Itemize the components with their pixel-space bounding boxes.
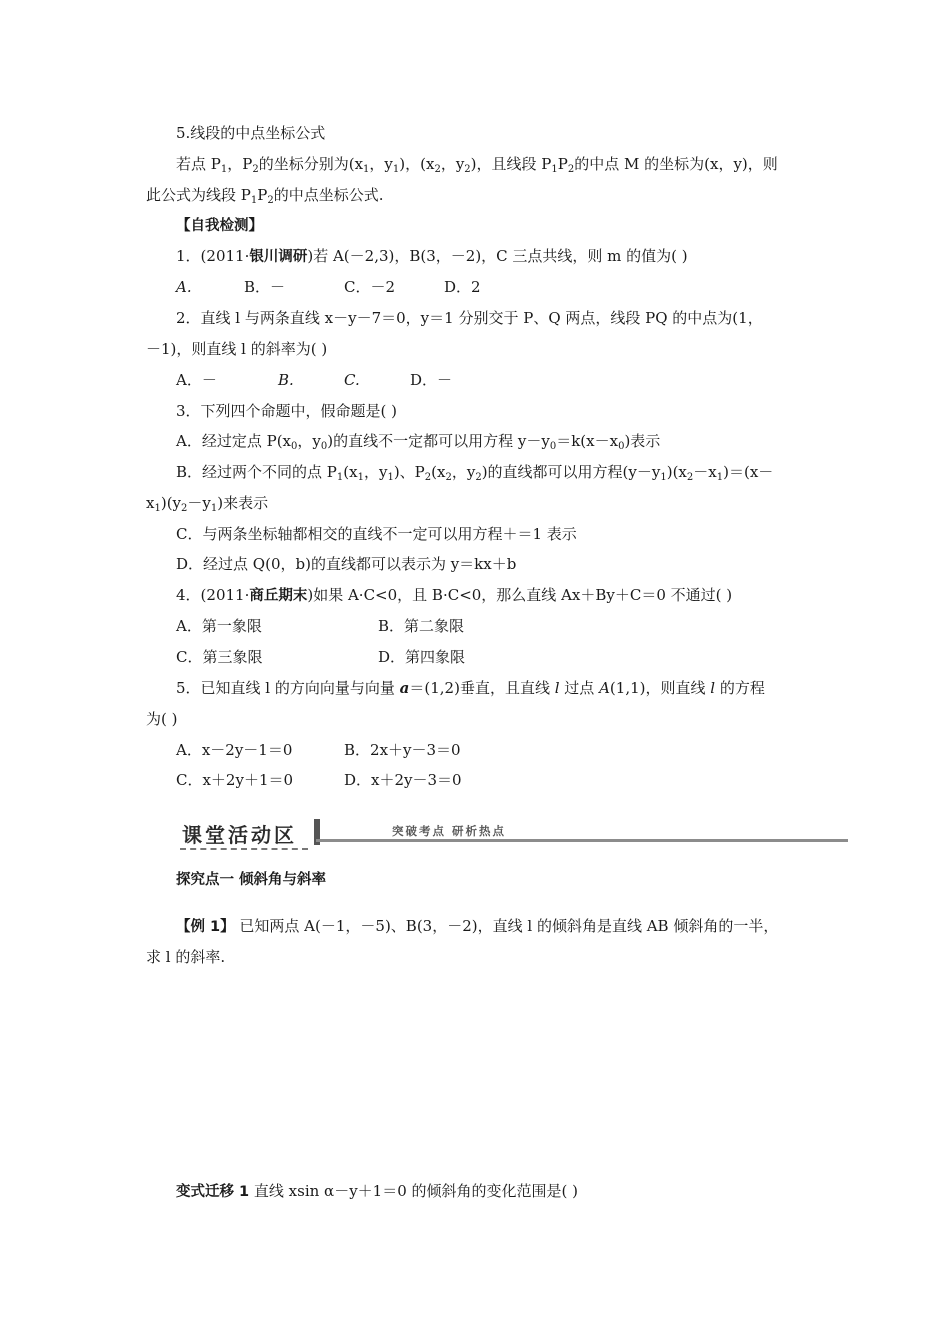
question-2-line2: －1)，则直线 l 的斜率为( ) [146,340,328,358]
question-5-line2: 为( ) [146,710,178,728]
paragraph-line: 此公式为线段 $P_1P_2$的中点坐标公式. [146,186,384,206]
q1-option-d: D．2 [444,278,481,296]
example-1-line1: 【例 1】 已知两点 A(－1，－5)、B(3，－2)，直线 l 的倾斜角是直线 AB 倾斜角的一半， [176,917,779,935]
question-2-line1: 2．直线 l 与两条直线 x－y－7＝0，y＝1 分别交于 P、Q 两点，线段 PQ 的中点为(1， [176,309,763,327]
paragraph-line: 若点 $P_1$，$P_2$的坐标分别为($x_1$，$y_1$)，($x_2$，$y_2$)，且线段 $P_1P_2$的中点 M 的坐标为(x，y)，则 [176,155,778,175]
q2-option-a: A．－ [176,371,217,389]
variant-1: 变式迁移 1 直线 xsin α－y＋1＝0 的倾斜角的变化范围是( ) [176,1182,578,1200]
q1-option-c: C．－2 [344,278,396,296]
q1-option-a: A. [176,278,192,296]
question-3: 3．下列四个命题中，假命题是( ) [176,402,398,420]
question-4: 4．(2011·商丘期末)如果 A·C<0，且 B·C<0，那么直线 Ax＋By＋C＝0 不通过( ) [176,586,733,604]
q4-option-b: B．第二象限 [378,617,465,635]
q3-option-a: A．经过定点 $P(x_0$，$y_0$)的直线不一定都可以用方程 $y-y_0=k(x-x_0)$表示 [176,432,661,452]
q5-option-c: C．x＋2y＋1＝0 [176,771,294,789]
q5-option-b: B．2x＋y－3＝0 [344,741,461,759]
q3-option-b-line2: $x_1)(y_2-y_1)$来表示 [146,494,269,514]
question-5-line1: 5．已知直线 l 的方向向量与向量 a＝(1,2)垂直，且直线 l 过点 A(1,1)，则直线 l 的方程 [176,679,765,697]
q5-option-d: D．x＋2y－3＝0 [344,771,462,789]
banner-title: 课堂活动区 [182,823,297,847]
banner-subtitle: 突破考点 研析热点 [392,824,507,838]
question-1: 1．(2011·银川调研)若 A(－2,3)，B(3，－2)，C 三点共线，则 m 的值为( ) [176,247,688,265]
banner-rule [316,839,848,842]
q2-option-c: C. [344,371,360,389]
q3-option-c: C．与两条坐标轴都相交的直线不一定可以用方程＋＝1 表示 [176,525,577,543]
q3-option-b-line1: B．经过两个不同的点 $P_1(x_1$，$y_1$)、$P_2(x_2$，$y_2$)的直线都可以用方程$(y-y_1)(x_2-x_1)=(x-$ [176,463,774,483]
banner-dash-underline [180,848,308,850]
section-title: 5.线段的中点坐标公式 [176,124,326,142]
q4-option-d: D．第四象限 [378,648,466,666]
section-banner [176,815,848,855]
example-1-line2: 求 l 的斜率. [146,948,226,966]
explore-title: 探究点一 倾斜角与斜率 [176,872,327,888]
q2-option-d: D．－ [410,371,453,389]
q2-option-b: B. [278,371,294,389]
selfcheck-header: 【自我检测】 [176,218,263,234]
q4-option-c: C．第三象限 [176,648,263,666]
q5-option-a: A．x－2y－1＝0 [176,741,293,759]
q1-option-b: B．－ [244,278,286,296]
q4-option-a: A．第一象限 [176,617,262,635]
q3-option-d: D．经过点 Q(0，b)的直线都可以表示为 y＝kx＋b [176,555,517,573]
